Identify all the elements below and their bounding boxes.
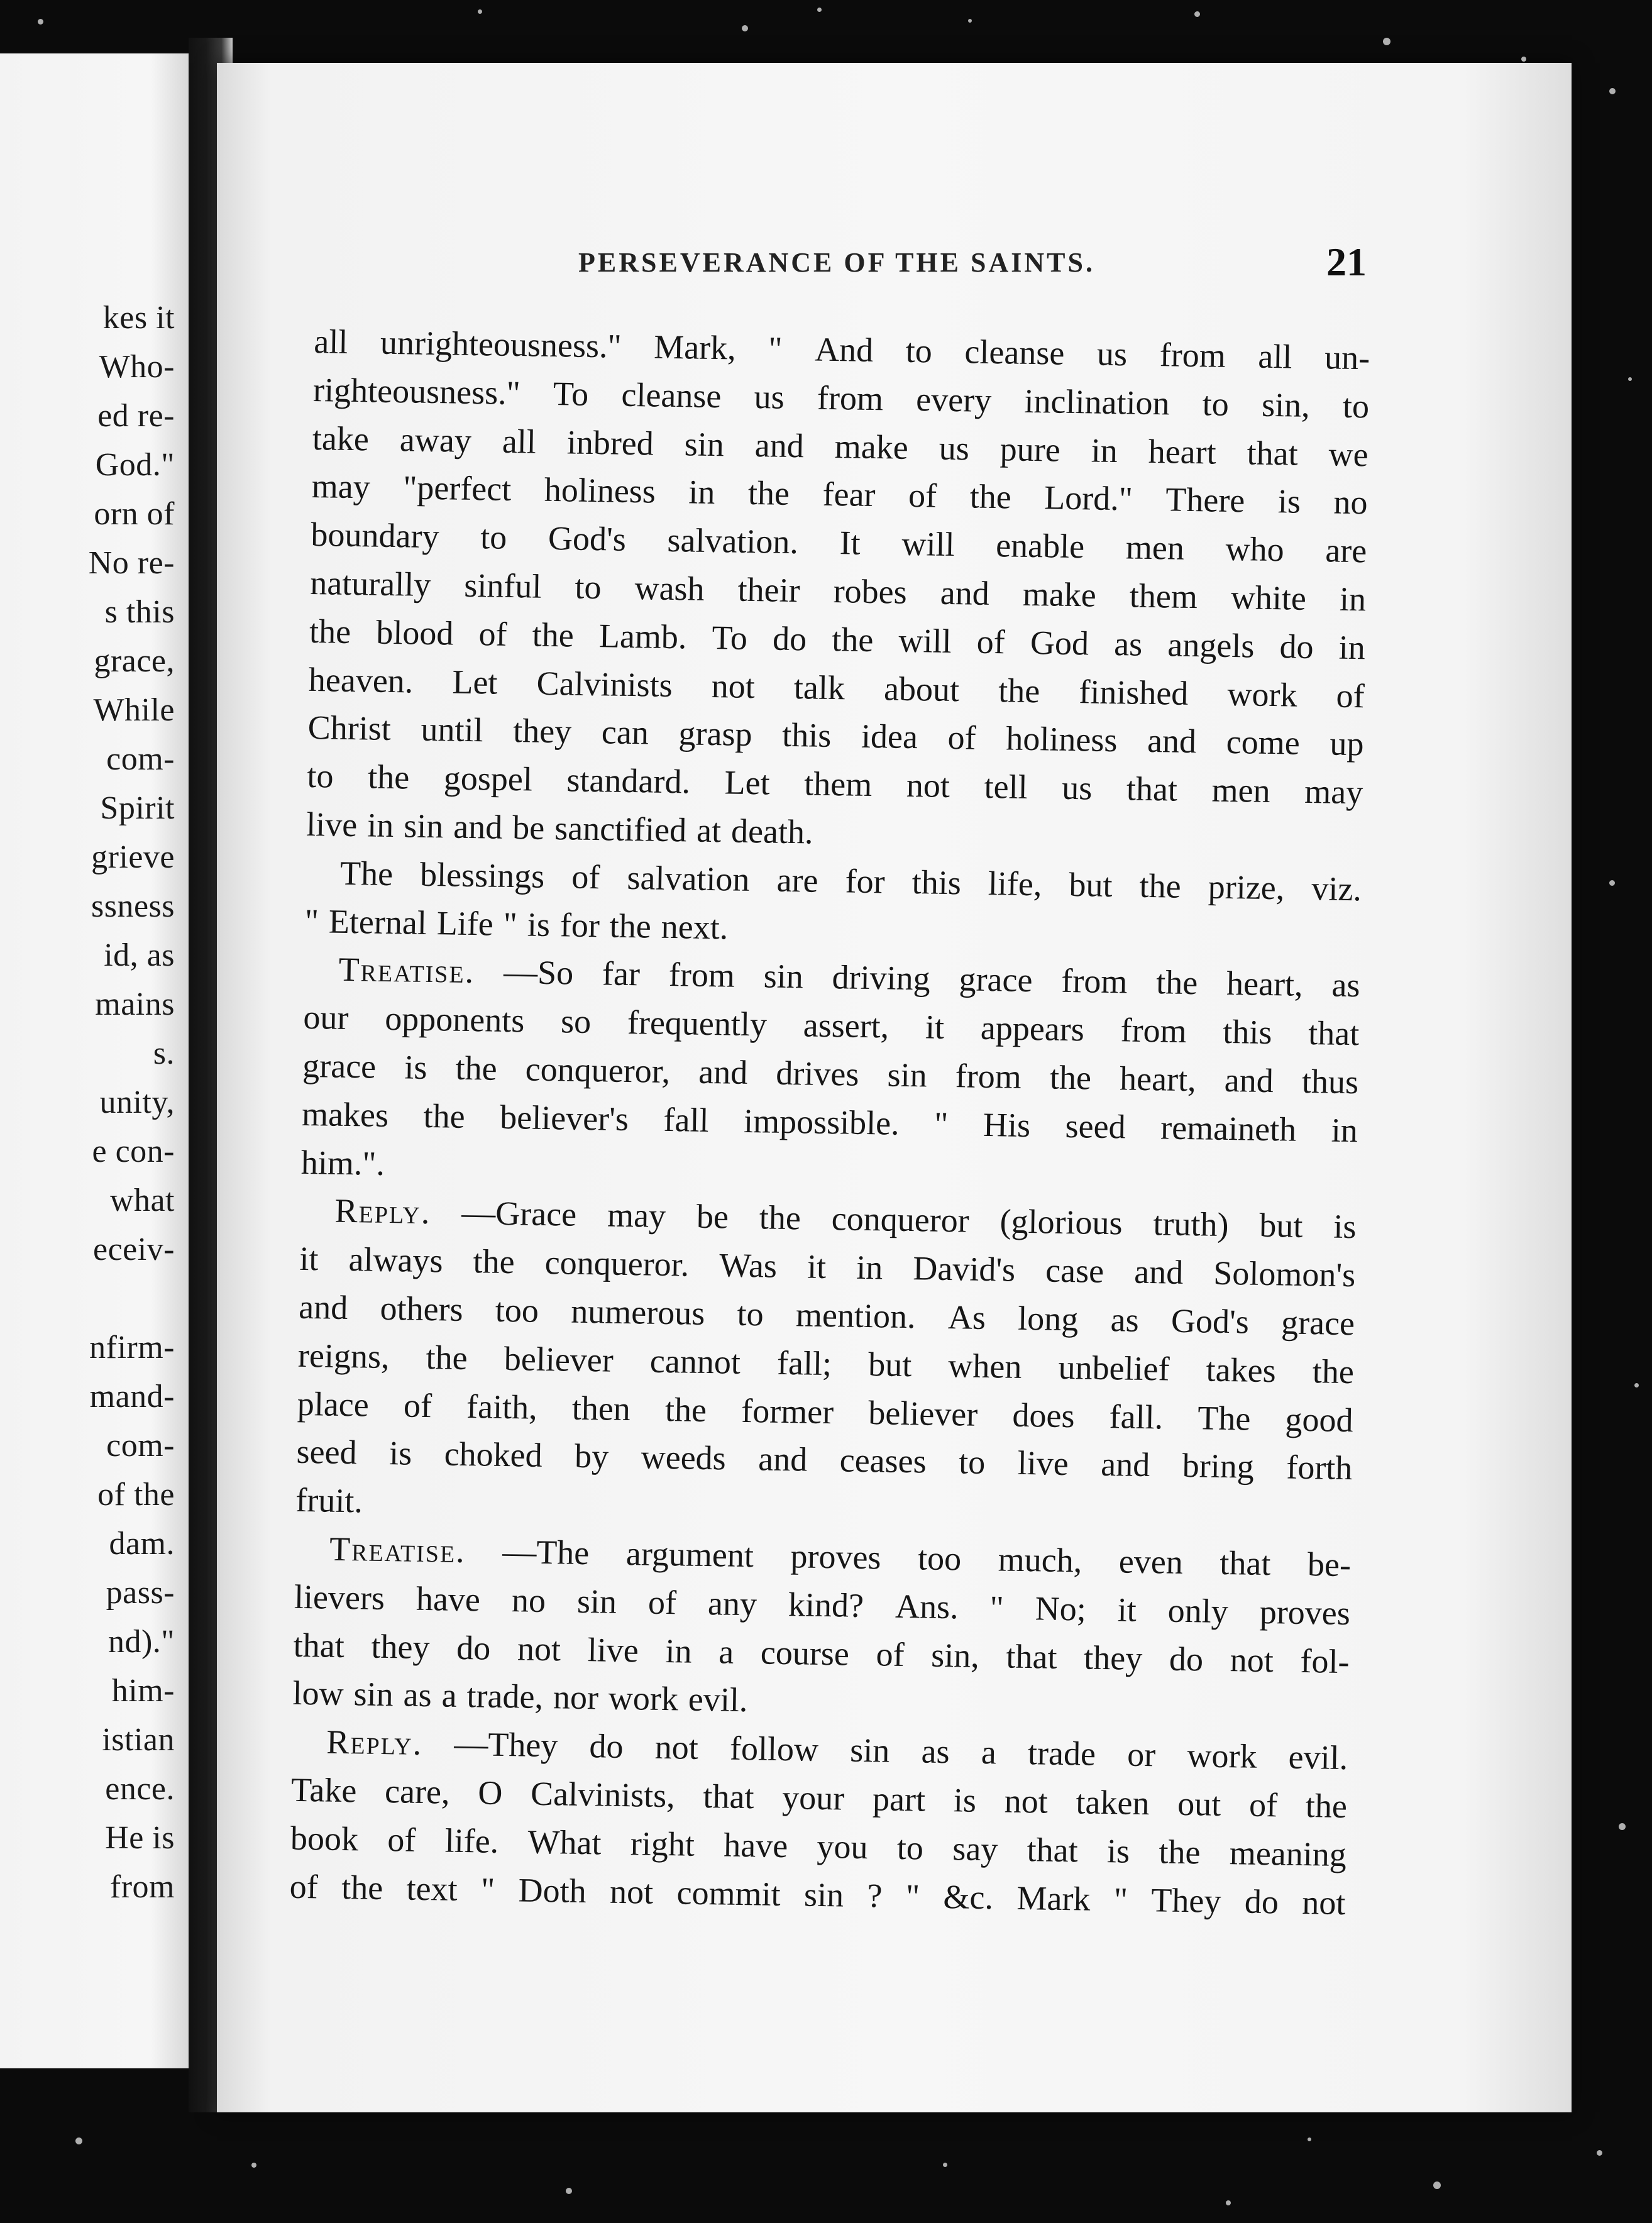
previous-page-line: ed re- [97,398,175,434]
text-line: The blessings of salvation are for this life, but the prize, viz. [339,854,1362,908]
previous-page-line: No re- [88,545,175,581]
text-line: Reply. —They do not follow sin as a trade or work evil. [292,1718,1348,1782]
dust-speck [1619,1823,1626,1830]
text-line: Treatise. —So far from sin driving grace from the heart, as [304,945,1360,1010]
text-line: and others too numerous to mention. As long as God's grace [298,1288,1355,1343]
previous-page-line: nd)." [107,1624,175,1660]
previous-page-line: unity, [99,1084,175,1120]
text-line: Reply. —Grace may be the conqueror (glorious truth) but is [300,1186,1357,1251]
dust-speck [742,25,748,31]
text-line: take away all inbred sin and make us pure in heart that we [312,419,1369,473]
page-number: 21 [1326,240,1367,284]
text-line: fruit. [295,1481,363,1520]
previous-page-line: grace, [94,643,175,679]
previous-page-line: orn of [94,496,175,532]
text-line: " Eternal Life " is for the next. [304,902,729,947]
running-head: PERSEVERANCE OF THE SAINTS. [578,247,1095,278]
previous-page-line: dam. [109,1526,175,1562]
previous-page-line: e con- [92,1134,175,1169]
dust-speck [968,19,972,23]
text-line: heaven. Let Calvinists not talk about the finished work of [308,660,1365,715]
dust-speck [1628,377,1632,381]
previous-page-line: id, as [104,937,175,973]
previous-page-line: ssness [91,888,175,924]
text-line: Take care, O Calvinists, that your part is not taken out of the [290,1770,1348,1826]
previous-page-line: from [109,1869,175,1905]
previous-page-line: of the [97,1477,175,1513]
dust-speck [1609,880,1615,886]
previous-page-line: nfirm- [89,1330,175,1365]
text-line: righteousness." To cleanse us from every inclination to sin, to [312,370,1370,426]
previous-page-line: ence. [105,1771,175,1807]
previous-page [0,53,189,2068]
dust-speck [566,2188,572,2194]
previous-page-line: eceiv- [92,1232,175,1267]
dust-speck [251,2163,256,2168]
previous-page-line: him- [111,1673,175,1709]
previous-page-line: While [93,692,175,728]
text-line: low sin as a trade, nor work evil. [292,1674,748,1719]
previous-page-line: Who- [99,349,175,385]
dust-speck [1433,2182,1441,2189]
dust-speck [75,2138,82,2144]
previous-page-line: s. [153,1035,175,1071]
previous-page-line: Spirit [100,790,175,826]
dust-speck [1383,38,1390,45]
text-line: to the gospel standard. Let them not tell us that men may [307,757,1363,812]
text-line: live in sin and be sanctified at death. [306,805,814,851]
dust-speck [1597,2150,1602,2156]
dust-speck [1226,2200,1231,2205]
text-line: grace is the conqueror, and drives sin from the heart, and thus [302,1046,1359,1101]
dust-speck [478,9,482,14]
section-label: Treatise. [329,1530,466,1570]
previous-page-line: grieve [91,839,175,875]
dust-speck [1634,1383,1639,1387]
text-line: makes the believer's fall impossible. " His seed remaineth in [301,1095,1358,1149]
dust-speck [1308,2138,1311,2141]
section-label: Reply. [326,1723,423,1763]
text-line: naturally sinful to wash their robes and make them white in [309,563,1367,619]
text-line: place of faith, then the former believer does fall. The good [297,1384,1354,1439]
page-body-text [289,317,1370,1927]
text-line: may "perfect holiness in the fear of the Lord." There is no [311,467,1368,522]
section-label: Treatise. [338,951,475,991]
text-line: it always the conqueror. Was it in David's case and Solomon's [299,1239,1356,1294]
section-label: Reply. [334,1192,431,1232]
text-line: him.". [300,1143,385,1183]
dust-speck [1194,11,1200,17]
previous-page-line: istian [102,1722,175,1758]
dust-speck [38,19,43,25]
text-line: of the text " Doth not commit sin ? " &c. Mark " They do not [289,1867,1346,1922]
text-line: the blood of the Lamb. To do the will of God as angels do in [309,612,1366,667]
previous-page-line: kes it [102,300,175,336]
previous-page-line: pass- [106,1575,175,1611]
dust-speck [1521,57,1526,62]
dust-speck [817,8,822,12]
previous-page-line: mand- [89,1379,175,1415]
previous-page-line: com- [106,741,175,777]
previous-page-line: He is [105,1820,175,1856]
text-line: book of life. What right have you to say that is the meaning [290,1819,1347,1873]
text-line: Christ until they can grasp this idea of holiness and come up [307,709,1364,763]
text-line: reigns, the believer cannot fall; but when unbelief takes the [297,1336,1355,1391]
dust-speck [943,2163,947,2167]
text-line: seed is choked by weeds and ceases to live and bring forth [296,1433,1353,1487]
previous-page-line: s this [104,594,175,630]
previous-page-line: what [109,1183,175,1218]
text-line: lievers have no sin of any kind? Ans. " No; it only proves [294,1577,1351,1632]
text-line: our opponents so frequently assert, it appears from this that [303,998,1360,1053]
dust-speck [1609,88,1616,94]
previous-page-line: mains [95,986,175,1022]
text-line: all unrighteousness." Mark, " And to cleanse us from all un- [313,322,1370,377]
previous-page-line: com- [106,1428,175,1464]
text-line: boundary to God's salvation. It will enable men who are [311,516,1367,570]
text-line: that they do not live in a course of sin, that they do not fol- [293,1626,1350,1680]
previous-page-line: God." [95,447,175,483]
text-line: Treatise. —The argument proves too much, even that be- [295,1525,1352,1589]
